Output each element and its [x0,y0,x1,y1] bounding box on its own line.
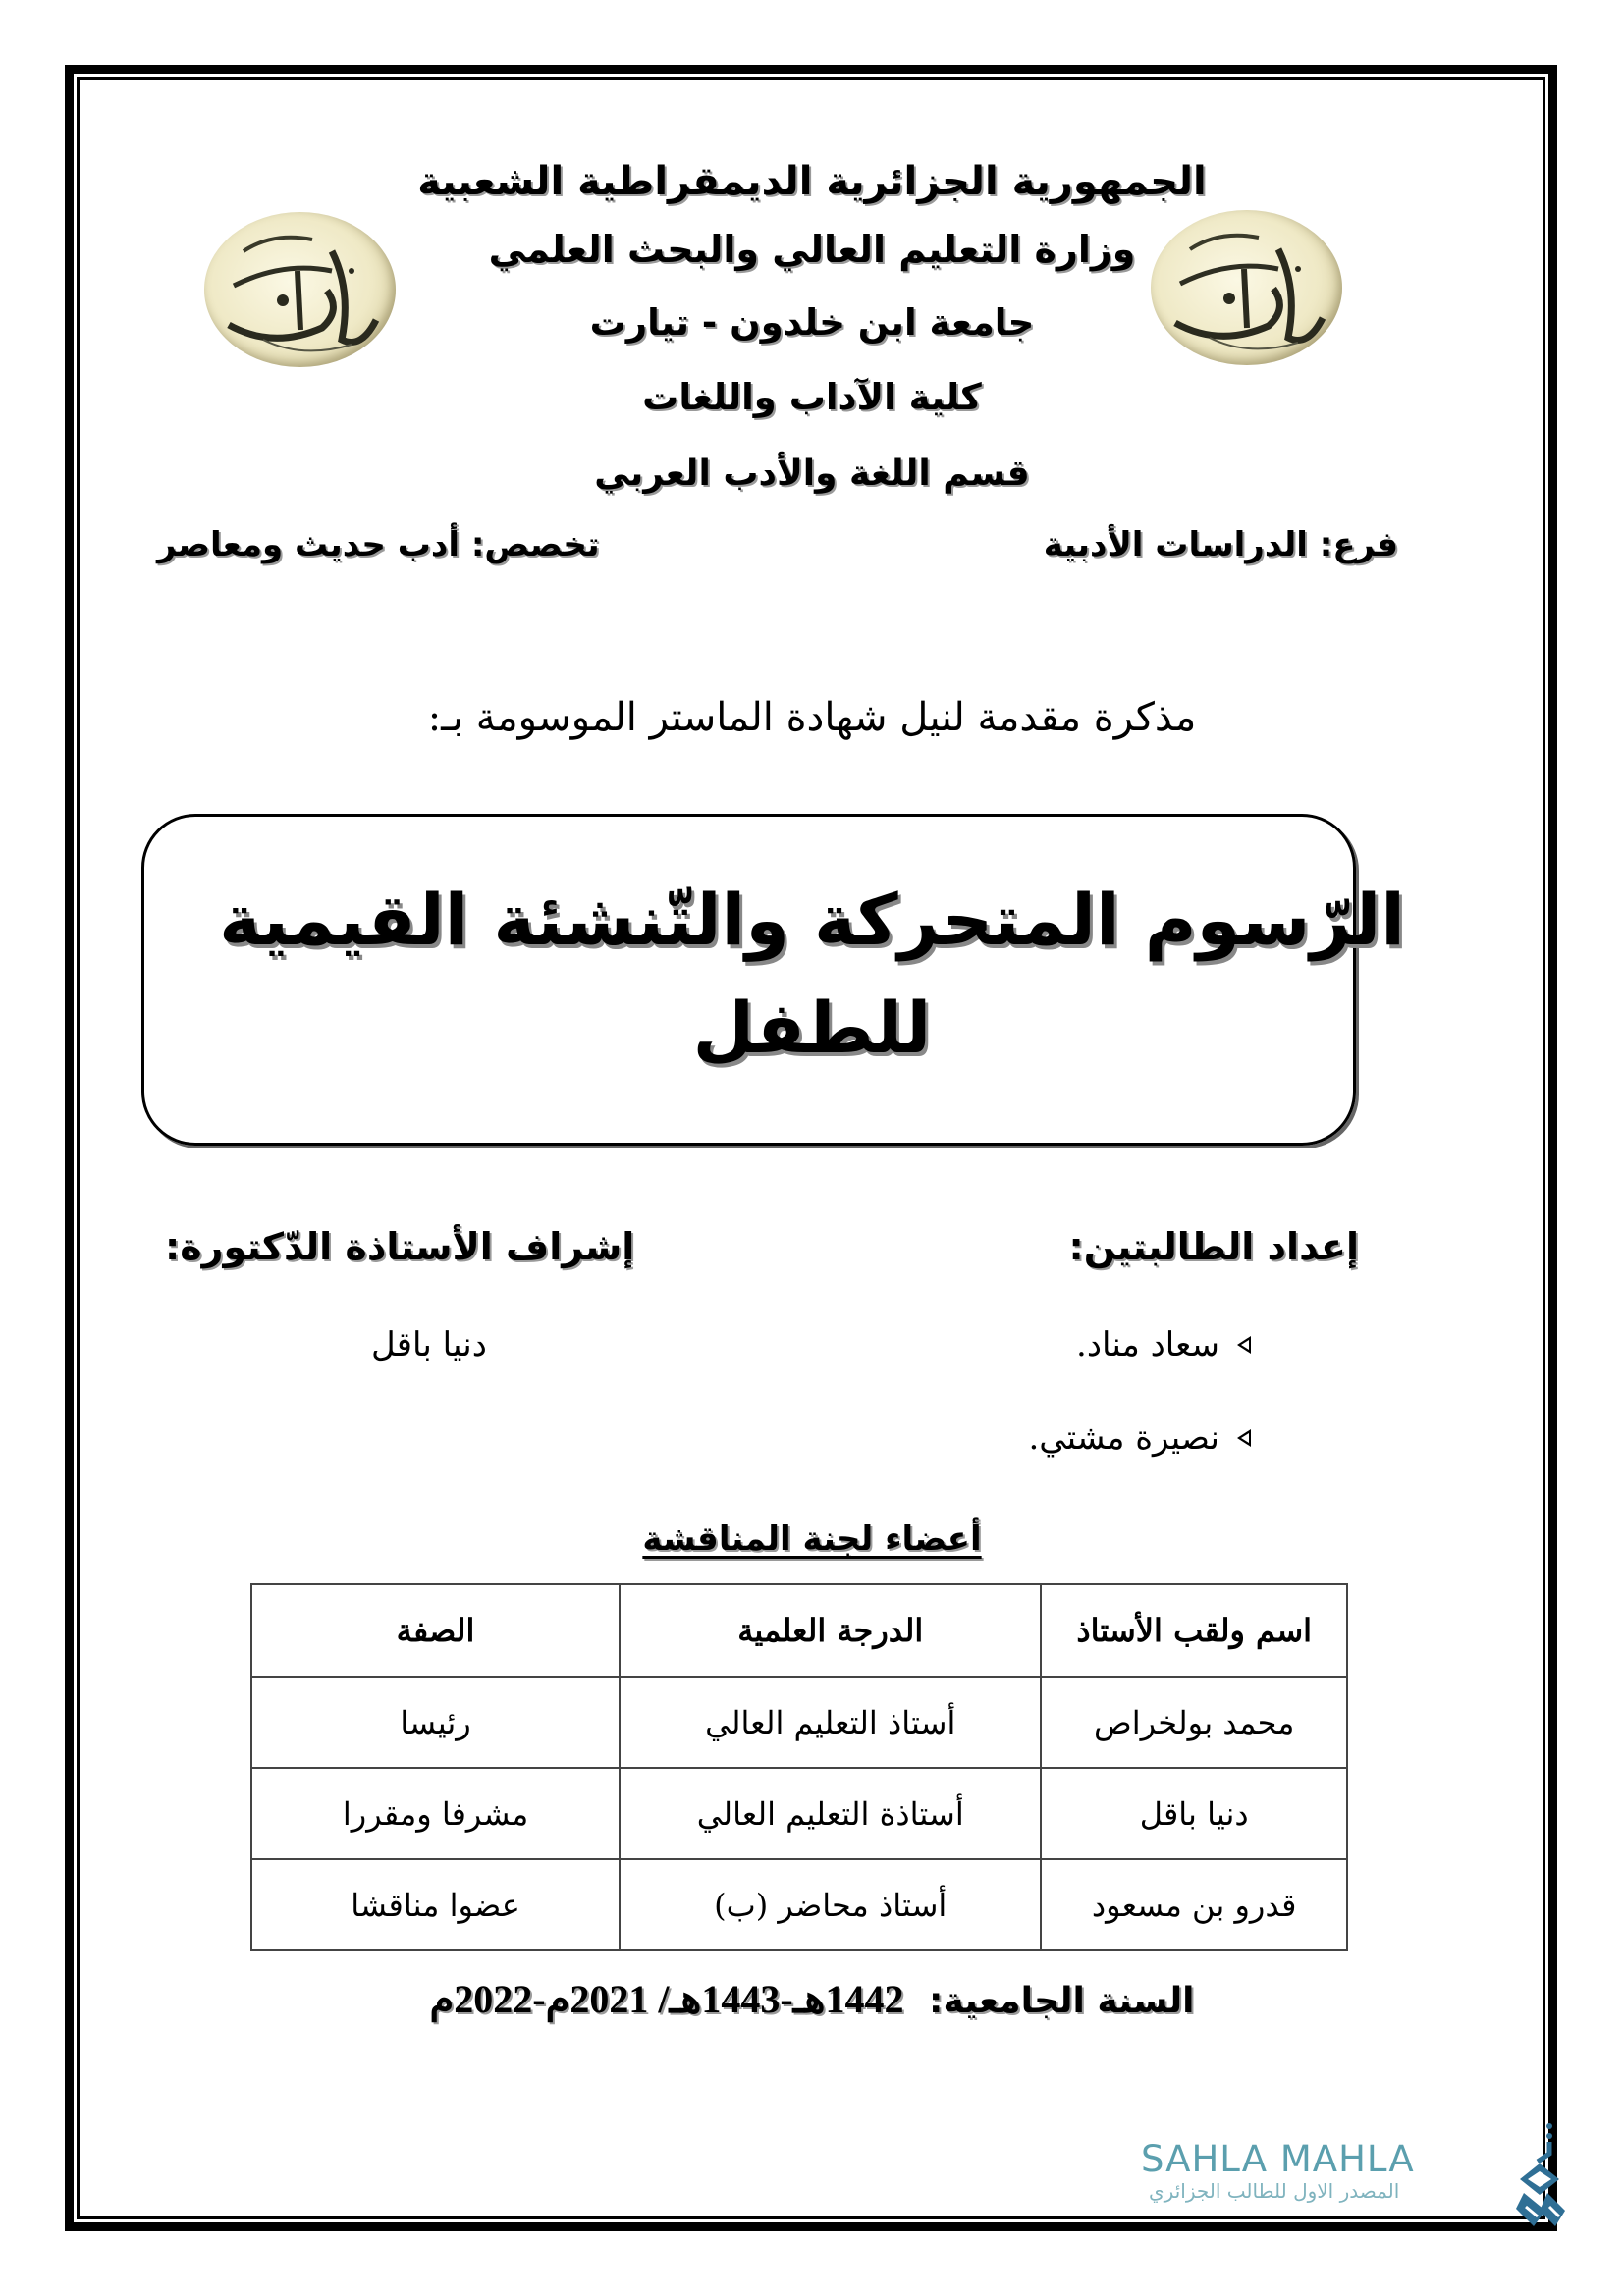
memo-intro-text: مذكرة مقدمة لنيل شهادة الماستر الموسومة بـ: [427,695,1197,740]
academic-year-value: 1442هـ-1443هـ/ 2021م-2022م [429,1977,904,2021]
title-frame [141,814,1356,1146]
branch-label: فرع: الدراسات الأدبية [1043,525,1398,564]
prepared-by-label: إعداد الطالبتين: [1068,1225,1359,1268]
supervision-label: إشراف الأستاذة الدّكتورة: [165,1225,635,1268]
member-name: محمد بولخراص [1041,1677,1347,1768]
column-header-name: اسم ولقب الأستاذ [1041,1584,1347,1677]
supervisor-name: دنيا باقل [371,1325,487,1364]
academic-year [0,1976,1624,2022]
arrowhead-bullet-icon [1237,1429,1251,1447]
student-name: نصيرة مشتي. [1028,1418,1219,1458]
republic-heading: الجمهورية الجزائرية الديمقراطية الشعبية [417,159,1207,204]
faculty-heading: كلية الآداب واللغات [642,376,982,418]
member-name: قدرو بن مسعود [1041,1859,1347,1950]
column-header-rank: الدرجة العلمية [620,1584,1041,1677]
watermark-brand: SAHLA MAHLA [1141,2138,1415,2180]
table-row [251,1859,1347,1950]
sahla-mahla-watermark [1141,2138,1553,2216]
committee-title: أعضاء لجنة المناقشة [642,1520,982,1559]
committee-table [250,1583,1348,1951]
arrowhead-bullet-icon [1237,1336,1251,1354]
member-role: رئيسا [251,1677,620,1768]
academic-year-label: السنة الجامعية: [929,1981,1195,2021]
student-list-item [1076,1325,1251,1364]
department-heading: قسم اللغة والأدب العربي [594,454,1030,494]
member-rank: أستاذ التعليم العالي [620,1677,1041,1768]
specialty-label: تخصص: أدب حديث ومعاصر [157,525,600,564]
table-row [251,1768,1347,1859]
university-heading: جامعة ابن خلدون - تيارت [589,301,1035,344]
column-header-role: الصفة [251,1584,620,1677]
member-name: دنيا باقل [1041,1768,1347,1859]
member-role: عضوا مناقشا [251,1859,620,1950]
member-rank: أستاذة التعليم العالي [620,1768,1041,1859]
thesis-title-line-2: للطفل [692,987,932,1069]
watermark-tagline: المصدر الاول للطالب الجزائري [1149,2179,1400,2203]
member-role: مشرفا ومقررا [251,1768,620,1859]
member-rank: أستاذ محاضر (ب) [620,1859,1041,1950]
student-list-item [1028,1418,1251,1458]
table-header-row [251,1584,1347,1677]
thesis-title-line-1: الرّسوم المتحركة والتّنشئة القيمية [219,879,1405,961]
student-name: سعاد مناد. [1076,1325,1219,1364]
sahla-mahla-logo-icon [1510,2120,1569,2238]
ministry-heading: وزارة التعليم العالي والبحث العلمي [488,228,1136,271]
table-row [251,1677,1347,1768]
